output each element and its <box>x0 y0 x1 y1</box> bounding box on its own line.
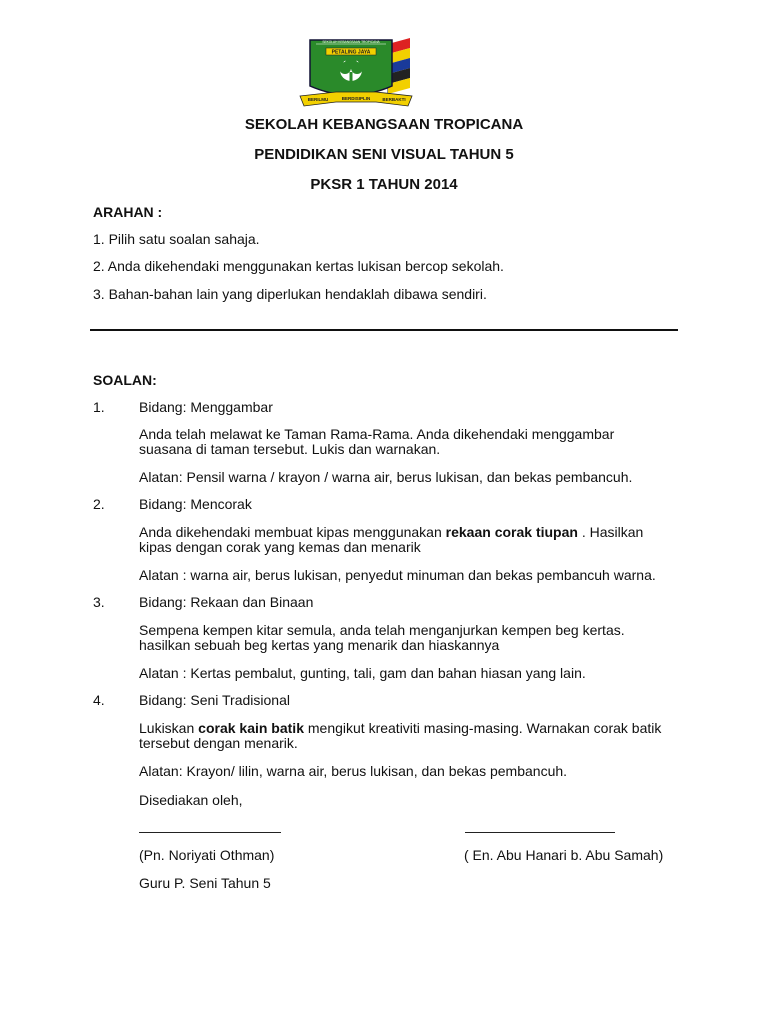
question-task: kipas dengan corak yang kemas dan menarik <box>139 539 421 555</box>
question-number: 2. <box>93 496 105 512</box>
instruction-item: 2. Anda dikehendaki menggunakan kertas lukisan bercop sekolah. <box>93 258 504 274</box>
question-tools: Alatan: Krayon/ lilin, warna air, berus lukisan, dan bekas pembancuh. <box>139 763 568 779</box>
question-tools: Alatan: Pensil warna / krayon / warna air, berus lukisan, dan bekas pembancuh. <box>139 469 633 485</box>
question-number: 3. <box>93 594 105 610</box>
instructions-heading: ARAHAN : <box>93 204 163 220</box>
svg-text:PETALING JAYA: PETALING JAYA <box>331 49 371 56</box>
signatory-left-role: Guru P. Seni Tahun 5 <box>139 875 271 891</box>
question-task: Lukiskan corak kain batik mengikut kreativiti masing-masing. Warnakan corak batik <box>139 720 662 736</box>
question-number: 1. <box>93 399 105 415</box>
question-task: suasana di taman tersebut. Lukis dan warnakan. <box>139 441 441 457</box>
signature-line-right <box>465 832 615 833</box>
bold-term: rekaan corak tiupan <box>445 524 578 540</box>
question-number: 4. <box>93 692 105 708</box>
question-tools: Alatan : warna air, berus lukisan, penyedut minuman dan bekas pembancuh warna. <box>139 567 656 583</box>
svg-text:SEKOLAH KEBANGSAAN TROPICANA: SEKOLAH KEBANGSAAN TROPICANA <box>322 40 380 44</box>
question-task: Anda dikehendaki membuat kipas menggunakan rekaan corak tiupan . Hasilkan <box>139 524 644 540</box>
signatory-left-name: (Pn. Noriyati Othman) <box>139 847 275 863</box>
prepared-by-label: Disediakan oleh, <box>139 792 243 808</box>
question-task: Sempena kempen kitar semula, anda telah menganjurkan kempen beg kertas. <box>139 622 625 638</box>
instruction-item: 1. Pilih satu soalan sahaja. <box>93 231 260 247</box>
question-field: Bidang: Menggambar <box>139 399 273 415</box>
signature-line-left <box>139 832 281 833</box>
question-field: Bidang: Mencorak <box>139 496 252 512</box>
section-divider <box>90 329 678 331</box>
exam-title: PKSR 1 TAHUN 2014 <box>310 176 458 193</box>
school-crest-icon <box>296 34 416 112</box>
bold-term: corak kain batik <box>198 720 304 736</box>
svg-text:BERBAKTI: BERBAKTI <box>382 97 406 102</box>
question-tools: Alatan : Kertas pembalut, gunting, tali, gam dan bahan hiasan yang lain. <box>139 665 586 681</box>
svg-text:BERDISIPLIN: BERDISIPLIN <box>341 96 371 101</box>
question-field: Bidang: Rekaan dan Binaan <box>139 594 314 610</box>
instruction-item: 3. Bahan-bahan lain yang diperlukan hendaklah dibawa sendiri. <box>93 286 487 302</box>
question-task: hasilkan sebuah beg kertas yang menarik dan hiaskannya <box>139 637 500 653</box>
subject-title: PENDIDIKAN SENI VISUAL TAHUN 5 <box>254 146 514 163</box>
signatory-right-name: ( En. Abu Hanari b. Abu Samah) <box>464 847 664 863</box>
question-field: Bidang: Seni Tradisional <box>139 692 290 708</box>
questions-heading: SOALAN: <box>93 372 157 388</box>
school-name: SEKOLAH KEBANGSAAN TROPICANA <box>244 116 524 133</box>
question-task: Anda telah melawat ke Taman Rama-Rama. Anda dikehendaki menggambar <box>139 426 615 442</box>
question-task: tersebut dengan menarik. <box>139 735 298 751</box>
svg-text:BERILMU: BERILMU <box>307 97 329 102</box>
